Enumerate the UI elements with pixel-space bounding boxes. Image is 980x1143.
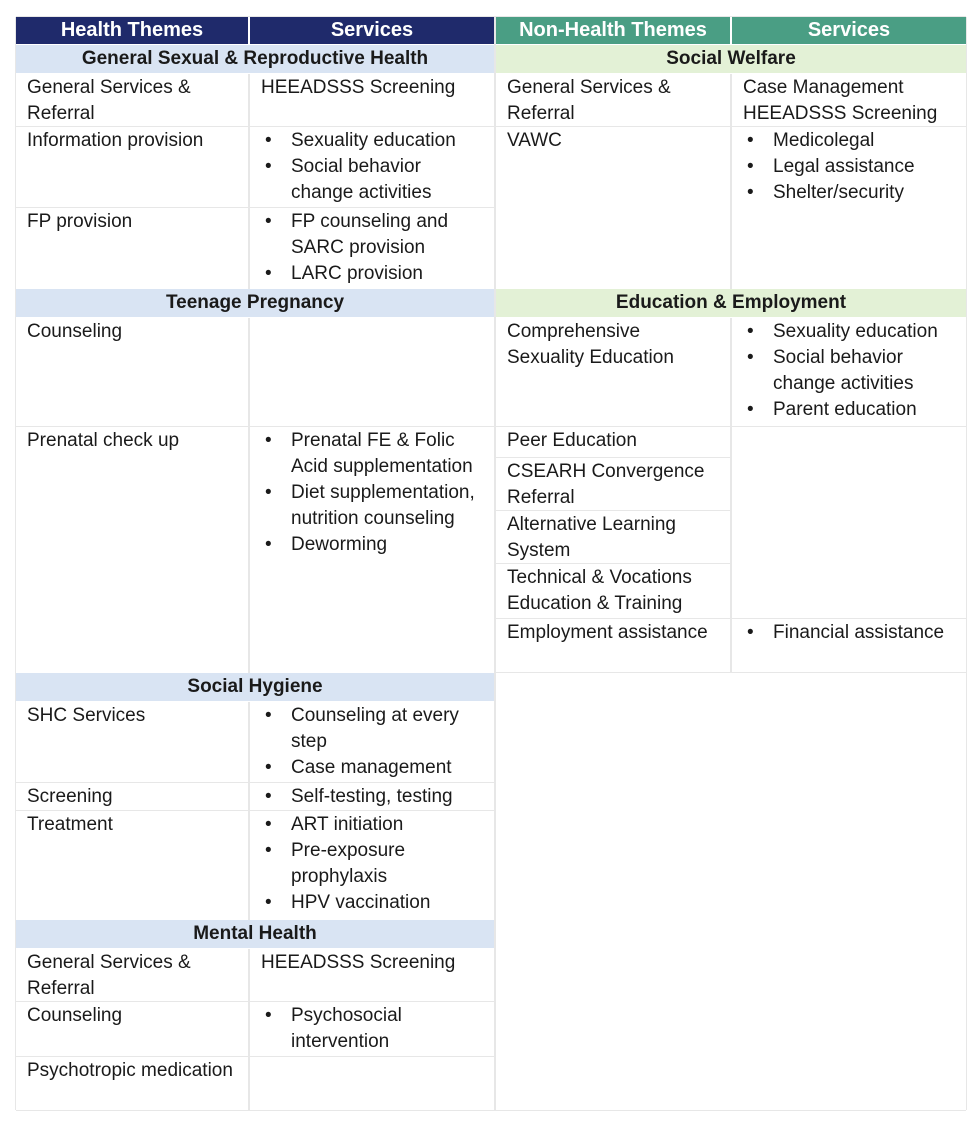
service-cell [250, 208, 494, 288]
theme-cell: CSEARH Convergence Referral [507, 461, 705, 508]
bullet-icon: • [265, 534, 272, 555]
column-divider [730, 318, 732, 673]
service-cell: Case Management HEEADSSS Screening [743, 77, 938, 124]
service-cell [732, 427, 966, 618]
bullet-item: • Sexuality education [261, 128, 484, 154]
service-cell [250, 1002, 494, 1056]
section-title-education-employment: Education & Employment [496, 289, 966, 317]
bullet-item: • Prenatal FE & Folic Acid supplementation [265, 430, 473, 477]
bullet-list [261, 1003, 484, 1055]
bullet-item: • Case management [261, 755, 484, 781]
theme-cell: Comprehensive Sexuality Education [507, 321, 674, 368]
bullet-icon: • [747, 182, 754, 203]
bullet-list [261, 812, 484, 916]
service-cell [250, 318, 494, 426]
service-cell: HEEADSSS Screening [261, 77, 456, 98]
theme-cell: VAWC [507, 130, 562, 151]
bullet-icon: • [265, 130, 272, 151]
bullet-list [261, 209, 484, 287]
bullet-list [743, 128, 956, 206]
row-divider [496, 563, 730, 564]
bullet-list [261, 428, 484, 558]
bullet-icon: • [747, 156, 754, 177]
theme-cell: Information provision [27, 130, 204, 151]
bullet-icon: • [265, 156, 272, 177]
bullet-icon: • [265, 757, 272, 778]
column-divider [248, 949, 250, 1110]
theme-cell: General Services & Referral [27, 77, 191, 124]
theme-cell: Screening [27, 786, 113, 807]
service-cell [732, 318, 966, 426]
table-border-right [966, 17, 967, 1110]
bullet-icon: • [265, 705, 272, 726]
bullet-item: • Sexuality education [743, 319, 956, 345]
row-divider [496, 672, 966, 673]
header-health-themes: Health Themes [16, 17, 248, 44]
bullet-icon: • [747, 622, 754, 643]
theme-cell: Psychotropic medication [27, 1060, 233, 1081]
row-divider [16, 782, 494, 783]
bullet-list [261, 784, 484, 810]
bullet-item: • Social behavior change activities [265, 156, 432, 203]
bullet-item: • Parent education [743, 397, 956, 423]
column-divider [248, 702, 250, 920]
theme-cell: Counseling [27, 1005, 123, 1026]
bullet-item: • Deworming [261, 532, 484, 558]
row-divider [496, 426, 966, 427]
service-cell: HEEADSSS Screening [261, 952, 456, 973]
bullet-item: • Financial assistance [743, 620, 956, 646]
bullet-list [743, 620, 956, 646]
service-cell [250, 811, 494, 919]
bullet-icon: • [265, 840, 272, 861]
bullet-item: • Counseling at every step [265, 705, 459, 752]
section-title-gsrh: General Sexual & Reproductive Health [16, 45, 494, 73]
row-divider [16, 1056, 494, 1057]
service-cell [250, 1057, 494, 1110]
theme-cell: Technical & Vocations Education & Training [507, 567, 692, 614]
row-divider [496, 457, 730, 458]
theme-cell: Alternative Learning System [507, 514, 676, 561]
bullet-list [743, 319, 956, 423]
theme-cell: Peer Education [507, 430, 637, 451]
bullet-icon: • [265, 482, 272, 503]
service-cell [250, 702, 494, 782]
section-title-social-hygiene: Social Hygiene [16, 673, 494, 701]
bullet-item: • Shelter/security [743, 180, 956, 206]
row-divider [16, 1001, 494, 1002]
service-cell [250, 427, 494, 672]
service-cell [732, 619, 966, 672]
section-title-social-welfare: Social Welfare [496, 45, 966, 73]
column-divider [730, 74, 732, 289]
row-divider [16, 207, 494, 208]
bullet-icon: • [265, 211, 272, 232]
theme-cell: Prenatal check up [27, 430, 180, 451]
bullet-item: • Pre-exposure prophylaxis [265, 840, 406, 887]
bullet-icon: • [747, 399, 754, 420]
row-divider [496, 510, 730, 511]
column-divider [248, 74, 250, 289]
theme-cell: SHC Services [27, 705, 146, 726]
header-services-non-health: Services [732, 17, 966, 44]
bullet-icon: • [265, 786, 272, 807]
theme-cell: General Services & Referral [27, 952, 191, 999]
header-non-health-themes: Non-Health Themes [496, 17, 730, 44]
bullet-icon: • [265, 430, 272, 451]
section-title-mental-health: Mental Health [16, 920, 494, 948]
bullet-icon: • [265, 1005, 272, 1026]
bullet-list [261, 703, 484, 781]
bullet-item: • LARC provision [261, 261, 484, 287]
theme-cell: General Services & Referral [507, 77, 671, 124]
table-border-top [16, 16, 966, 17]
table-border-left [15, 17, 16, 1110]
service-cell [250, 783, 494, 810]
bullet-icon: • [265, 814, 272, 835]
row-divider [496, 618, 966, 619]
bullet-item: • Medicolegal [743, 128, 956, 154]
bullet-item: • Self-testing, testing [261, 784, 484, 810]
bullet-icon: • [265, 892, 272, 913]
bullet-item: • Legal assistance [743, 154, 956, 180]
bullet-item: • FP counseling and SARC provision [265, 211, 449, 258]
bullet-item: • Psychosocial intervention [265, 1005, 402, 1052]
bullet-item: • HPV vaccination [261, 890, 484, 916]
bullet-list [261, 128, 484, 206]
theme-cell: Treatment [27, 814, 113, 835]
section-title-teenage-pregnancy: Teenage Pregnancy [16, 289, 494, 317]
bullet-item: • Diet supplementation, nutrition counseling [265, 482, 475, 529]
bullet-item: • Social behavior change activities [747, 347, 914, 394]
column-divider [248, 318, 250, 673]
bullet-icon: • [265, 263, 272, 284]
row-divider [16, 126, 494, 127]
header-services-health: Services [250, 17, 494, 44]
table-border-bottom [16, 1110, 966, 1111]
row-divider [16, 426, 494, 427]
theme-cell: Employment assistance [507, 622, 708, 643]
services-table [16, 17, 966, 1110]
service-cell [732, 127, 966, 288]
theme-cell: Counseling [27, 321, 123, 342]
row-divider [16, 810, 494, 811]
theme-cell: FP provision [27, 211, 133, 232]
bullet-item: • ART initiation [261, 812, 484, 838]
bullet-icon: • [747, 347, 754, 368]
bullet-icon: • [747, 321, 754, 342]
row-divider [496, 126, 966, 127]
service-cell [250, 127, 494, 207]
bullet-icon: • [747, 130, 754, 151]
